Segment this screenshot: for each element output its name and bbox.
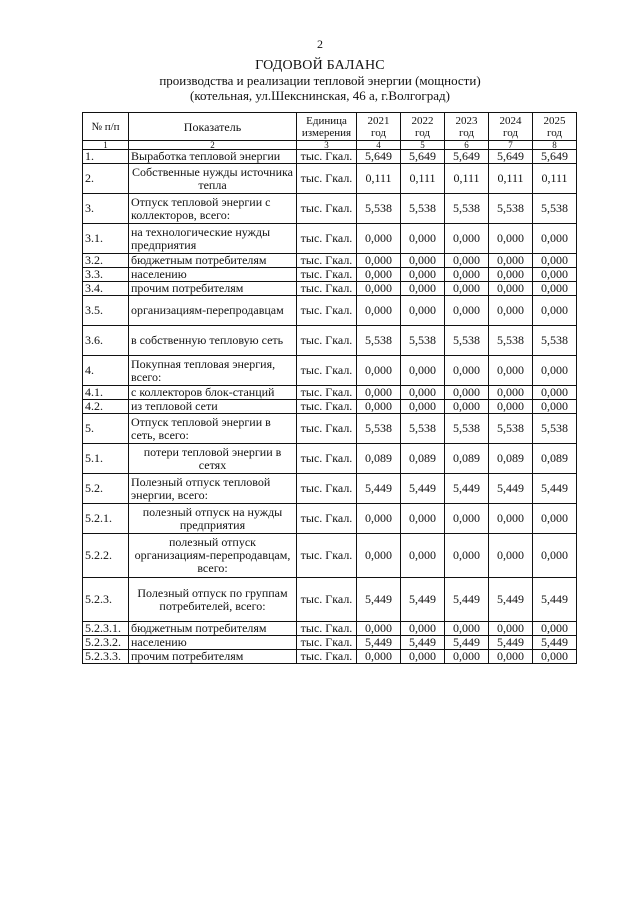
row-number: 3.3. — [83, 268, 129, 282]
table-row — [83, 636, 577, 650]
row-value: 0,089 — [489, 444, 533, 474]
table-row — [83, 194, 577, 224]
document-title — [0, 58, 640, 103]
table-row — [83, 164, 577, 194]
row-value: 5,538 — [401, 326, 445, 356]
row-value: 0,111 — [357, 164, 401, 194]
row-number: 2. — [83, 164, 129, 194]
row-number: 5.2.2. — [83, 534, 129, 578]
row-value: 5,449 — [533, 474, 577, 504]
table-row — [83, 444, 577, 474]
row-value: 5,538 — [357, 414, 401, 444]
row-value: 5,538 — [357, 194, 401, 224]
row-value: 5,649 — [445, 150, 489, 164]
year-suffix: год — [458, 126, 475, 139]
row-value: 5,538 — [357, 326, 401, 356]
header-year-2023 — [445, 113, 489, 141]
table-row — [83, 534, 577, 578]
row-value: 0,000 — [489, 268, 533, 282]
row-value: 0,000 — [445, 282, 489, 296]
row-unit: тыс. Гкал. — [297, 150, 357, 164]
row-indicator: Отпуск тепловой энергии в сеть, всего: — [129, 414, 297, 444]
row-indicator: Полезный отпуск тепловой энергии, всего: — [129, 474, 297, 504]
row-value: 0,111 — [533, 164, 577, 194]
column-number: 8 — [533, 141, 577, 150]
row-value: 0,000 — [489, 622, 533, 636]
row-indicator: с коллекторов блок-станций — [129, 386, 297, 400]
row-value: 5,538 — [445, 414, 489, 444]
row-value: 5,449 — [445, 636, 489, 650]
table-row — [83, 224, 577, 254]
row-value: 5,649 — [489, 150, 533, 164]
row-value: 0,000 — [489, 386, 533, 400]
row-value: 0,000 — [445, 254, 489, 268]
title-location: (котельная, ул.Шекснинская, 46 а, г.Волгоград) — [190, 88, 450, 103]
row-number: 5.2.3.1. — [83, 622, 129, 636]
year-label: 2023 — [455, 114, 478, 127]
title-main: ГОДОВОЙ БАЛАНС — [255, 58, 385, 73]
row-value: 5,538 — [533, 194, 577, 224]
row-value: 0,000 — [357, 296, 401, 326]
year-label: 2021 — [367, 114, 390, 127]
table-row — [83, 400, 577, 414]
row-value: 5,538 — [445, 194, 489, 224]
row-value: 0,000 — [401, 268, 445, 282]
row-value: 0,000 — [445, 356, 489, 386]
row-value: 0,111 — [489, 164, 533, 194]
row-value: 5,649 — [533, 150, 577, 164]
row-value: 5,538 — [445, 326, 489, 356]
row-unit: тыс. Гкал. — [297, 504, 357, 534]
page-number: 2 — [317, 37, 323, 51]
table-row — [83, 356, 577, 386]
row-number: 3.5. — [83, 296, 129, 326]
row-indicator: прочим потребителям — [129, 650, 297, 664]
table-row — [83, 414, 577, 444]
year-suffix: год — [414, 126, 431, 139]
column-number-row — [83, 141, 577, 150]
row-number: 5.2.3.2. — [83, 636, 129, 650]
row-value: 5,449 — [357, 578, 401, 622]
row-indicator: организациям-перепродавцам — [129, 296, 297, 326]
row-number: 5.1. — [83, 444, 129, 474]
row-value: 5,449 — [401, 474, 445, 504]
row-value: 0,000 — [401, 296, 445, 326]
row-indicator: на технологические нужды предприятия — [129, 224, 297, 254]
row-indicator: населению — [129, 636, 297, 650]
header-year-2021 — [357, 113, 401, 141]
row-value: 5,449 — [401, 636, 445, 650]
column-number: 5 — [401, 141, 445, 150]
table-row — [83, 282, 577, 296]
row-indicator: Покупная тепловая энергия, всего: — [129, 356, 297, 386]
year-label: 2025 — [543, 114, 566, 127]
year-suffix: год — [502, 126, 519, 139]
row-unit: тыс. Гкал. — [297, 414, 357, 444]
row-number: 3.1. — [83, 224, 129, 254]
row-value: 0,000 — [489, 400, 533, 414]
table-row — [83, 650, 577, 664]
row-value: 5,538 — [533, 326, 577, 356]
row-value: 0,000 — [533, 268, 577, 282]
row-unit: тыс. Гкал. — [297, 578, 357, 622]
row-value: 0,000 — [401, 224, 445, 254]
column-number: 1 — [83, 141, 129, 150]
year-suffix: год — [546, 126, 563, 139]
row-value: 0,000 — [489, 650, 533, 664]
table-row — [83, 578, 577, 622]
row-value: 0,000 — [357, 504, 401, 534]
row-unit: тыс. Гкал. — [297, 474, 357, 504]
row-number: 4.1. — [83, 386, 129, 400]
row-number: 4. — [83, 356, 129, 386]
year-label: 2022 — [411, 114, 434, 127]
row-value: 5,449 — [445, 474, 489, 504]
row-value: 5,649 — [357, 150, 401, 164]
row-value: 0,000 — [401, 356, 445, 386]
row-value: 5,449 — [489, 578, 533, 622]
row-value: 0,000 — [401, 254, 445, 268]
row-value: 0,000 — [445, 534, 489, 578]
header-num: № п/п — [83, 113, 129, 141]
row-number: 1. — [83, 150, 129, 164]
row-unit: тыс. Гкал. — [297, 326, 357, 356]
table-row — [83, 254, 577, 268]
row-value: 5,538 — [489, 326, 533, 356]
row-value: 0,000 — [489, 356, 533, 386]
table-row — [83, 268, 577, 282]
header-year-2025 — [533, 113, 577, 141]
table-row — [83, 504, 577, 534]
row-value: 0,000 — [357, 400, 401, 414]
row-value: 0,000 — [533, 282, 577, 296]
row-number: 3.6. — [83, 326, 129, 356]
row-value: 5,449 — [401, 578, 445, 622]
row-value: 0,000 — [357, 254, 401, 268]
year-label: 2024 — [499, 114, 522, 127]
row-value: 0,000 — [357, 282, 401, 296]
row-indicator: Собственные нужды источника тепла — [129, 164, 297, 194]
table-row — [83, 474, 577, 504]
row-value: 5,449 — [357, 474, 401, 504]
row-value: 0,000 — [445, 268, 489, 282]
row-indicator: в собственную тепловую сеть — [129, 326, 297, 356]
row-indicator: населению — [129, 268, 297, 282]
row-value: 0,089 — [401, 444, 445, 474]
table-row — [83, 622, 577, 636]
row-number: 5.2. — [83, 474, 129, 504]
row-unit: тыс. Гкал. — [297, 386, 357, 400]
row-indicator: полезный отпуск организациям-перепродавцам, всего: — [129, 534, 297, 578]
table-row — [83, 326, 577, 356]
row-value: 0,089 — [445, 444, 489, 474]
row-value: 0,000 — [445, 650, 489, 664]
row-value: 5,538 — [533, 414, 577, 444]
row-value: 5,538 — [489, 194, 533, 224]
row-unit: тыс. Гкал. — [297, 254, 357, 268]
column-number: 7 — [489, 141, 533, 150]
row-value: 0,000 — [533, 622, 577, 636]
row-unit: тыс. Гкал. — [297, 444, 357, 474]
row-value: 0,000 — [533, 224, 577, 254]
row-value: 0,000 — [401, 386, 445, 400]
row-indicator: бюджетным потребителям — [129, 622, 297, 636]
row-value: 0,000 — [445, 400, 489, 414]
header-unit: Единица измерения — [297, 113, 357, 141]
row-value: 0,000 — [533, 650, 577, 664]
row-unit: тыс. Гкал. — [297, 296, 357, 326]
row-value: 5,449 — [445, 578, 489, 622]
row-number: 5.2.3.3. — [83, 650, 129, 664]
row-value: 0,000 — [533, 386, 577, 400]
column-number: 2 — [129, 141, 297, 150]
header-indicator: Показатель — [129, 113, 297, 141]
row-unit: тыс. Гкал. — [297, 400, 357, 414]
row-value: 0,000 — [401, 504, 445, 534]
row-value: 5,538 — [401, 194, 445, 224]
row-indicator: полезный отпуск на нужды предприятия — [129, 504, 297, 534]
row-value: 0,111 — [445, 164, 489, 194]
row-value: 0,000 — [533, 400, 577, 414]
row-value: 0,000 — [489, 282, 533, 296]
row-unit: тыс. Гкал. — [297, 268, 357, 282]
row-value: 0,000 — [489, 534, 533, 578]
row-value: 5,449 — [489, 636, 533, 650]
column-number: 6 — [445, 141, 489, 150]
row-indicator: бюджетным потребителям — [129, 254, 297, 268]
row-unit: тыс. Гкал. — [297, 194, 357, 224]
table-row — [83, 150, 577, 164]
row-number: 5. — [83, 414, 129, 444]
row-value: 0,000 — [357, 534, 401, 578]
row-value: 0,000 — [445, 296, 489, 326]
table-row — [83, 296, 577, 326]
row-value: 0,000 — [357, 386, 401, 400]
row-value: 0,000 — [401, 650, 445, 664]
row-value: 0,000 — [357, 268, 401, 282]
row-unit: тыс. Гкал. — [297, 282, 357, 296]
row-value: 0,000 — [533, 254, 577, 268]
row-unit: тыс. Гкал. — [297, 224, 357, 254]
row-value: 0,000 — [489, 296, 533, 326]
row-value: 0,000 — [357, 650, 401, 664]
column-number: 3 — [297, 141, 357, 150]
row-value: 0,000 — [489, 254, 533, 268]
row-indicator: Отпуск тепловой энергии с коллекторов, всего: — [129, 194, 297, 224]
header-year-2024 — [489, 113, 533, 141]
row-number: 3.4. — [83, 282, 129, 296]
row-unit: тыс. Гкал. — [297, 164, 357, 194]
row-value: 0,000 — [445, 622, 489, 636]
row-value: 0,000 — [445, 224, 489, 254]
row-unit: тыс. Гкал. — [297, 650, 357, 664]
header-year-2022 — [401, 113, 445, 141]
row-number: 5.2.1. — [83, 504, 129, 534]
table-row — [83, 386, 577, 400]
title-subtitle: производства и реализации тепловой энергии (мощности) — [159, 73, 481, 88]
row-value: 5,538 — [401, 414, 445, 444]
row-unit: тыс. Гкал. — [297, 534, 357, 578]
row-value: 0,000 — [357, 224, 401, 254]
row-indicator: прочим потребителям — [129, 282, 297, 296]
row-value: 0,000 — [401, 622, 445, 636]
row-value: 0,000 — [533, 504, 577, 534]
row-value: 0,000 — [533, 356, 577, 386]
row-value: 0,000 — [489, 224, 533, 254]
row-number: 5.2.3. — [83, 578, 129, 622]
row-indicator: потери тепловой энергии в сетях — [129, 444, 297, 474]
row-unit: тыс. Гкал. — [297, 356, 357, 386]
row-value: 5,649 — [401, 150, 445, 164]
row-value: 0,000 — [445, 504, 489, 534]
row-number: 4.2. — [83, 400, 129, 414]
table-header-row — [83, 113, 577, 141]
row-indicator: из тепловой сети — [129, 400, 297, 414]
row-value: 0,000 — [489, 504, 533, 534]
row-value: 0,000 — [357, 622, 401, 636]
row-value: 5,449 — [533, 636, 577, 650]
row-value: 0,000 — [357, 356, 401, 386]
year-suffix: год — [370, 126, 387, 139]
row-number: 3.2. — [83, 254, 129, 268]
row-unit: тыс. Гкал. — [297, 636, 357, 650]
row-value: 0,089 — [533, 444, 577, 474]
row-value: 5,449 — [533, 578, 577, 622]
balance-table — [82, 112, 577, 664]
row-value: 5,449 — [357, 636, 401, 650]
row-value: 0,000 — [401, 400, 445, 414]
row-value: 0,000 — [533, 296, 577, 326]
row-indicator: Полезный отпуск по группам потребителей, всего: — [129, 578, 297, 622]
row-number: 3. — [83, 194, 129, 224]
row-value: 0,000 — [401, 534, 445, 578]
row-value: 0,089 — [357, 444, 401, 474]
row-value: 5,449 — [489, 474, 533, 504]
row-unit: тыс. Гкал. — [297, 622, 357, 636]
row-value: 5,538 — [489, 414, 533, 444]
row-indicator: Выработка тепловой энергии — [129, 150, 297, 164]
column-number: 4 — [357, 141, 401, 150]
table-body — [83, 150, 577, 664]
row-value: 0,000 — [401, 282, 445, 296]
row-value: 0,000 — [533, 534, 577, 578]
row-value: 0,000 — [445, 386, 489, 400]
row-value: 0,111 — [401, 164, 445, 194]
